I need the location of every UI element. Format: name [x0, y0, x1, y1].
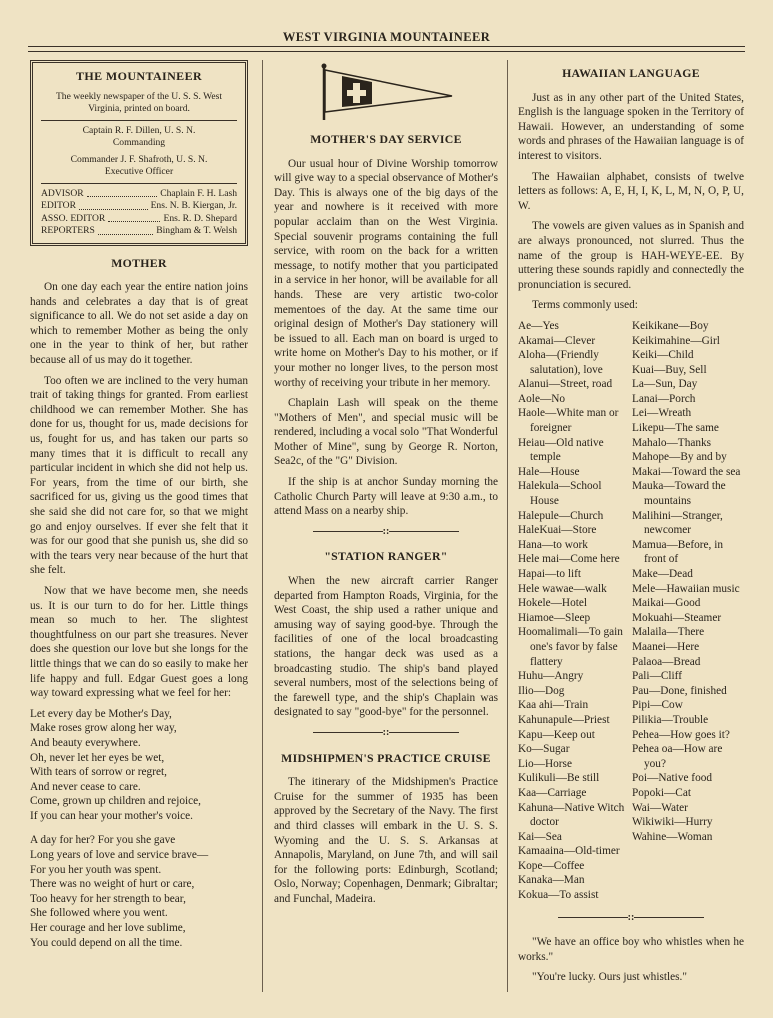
staff-role: REPORTERS: [41, 225, 95, 236]
mother-paragraph: Now that we have become men, she needs us. It is our turn to do for her. Little things mean so much to her. The slightest thoughtfulness on our part she treasures. Never does she question our love but she longs for the little things that we can do so easily to make her life happy and full. Edgar Guest goes a long way toward expressing what we feel for her:: [30, 584, 248, 700]
hawaiian-heading: HAWAIIAN LANGUAGE: [562, 66, 700, 80]
poem-line: And never cease to care.: [30, 780, 141, 793]
glossary-term: Malaila—There: [632, 626, 705, 639]
glossary-term: Kamaaina—Old-timer: [518, 845, 620, 858]
glossary-term: Hale—House: [518, 465, 580, 478]
staff-name: Bingham & T. Welsh: [156, 225, 237, 236]
service-paragraph: Our usual hour of Divine Worship tomorrow will give way to a special observance of Mother's Day. This is always one of the big days of the year and nowhere is it received with more popular acclaim than on the West Virginia. Special souvenir programs containing the full service, with room on the back for a written message, to notify mother that you participated in a service in her honor, will be available for all hands. These are very artistic two-color mementoes of the day. At the same time our original design of Mother's Day stationery will be issued to all. Each man on board is urged to write home on Mother's Day to his mother, or if your mother no longer lives, to the person most worthy of receiving your tribute in her memory.: [274, 157, 498, 389]
glossary-term: Keikimahine—Girl: [632, 334, 720, 347]
glossary-term: Akamai—Clever: [518, 334, 596, 347]
glossary-term: Hele mai—Come here: [518, 553, 620, 566]
glossary-term: Hapai—to lift: [518, 568, 582, 580]
glossary-term: Lio—Horse: [518, 757, 572, 770]
station-ranger-heading: "STATION RANGER": [324, 549, 448, 564]
glossary-term: Kahuna—Native Witch doctor: [518, 801, 625, 829]
glossary-term: Wahine—Woman: [632, 830, 713, 843]
glossary-term: Ko—Sugar: [518, 743, 570, 756]
glossary-term: Ae—Yes: [518, 319, 559, 332]
poem-line: Make roses grow along her way,: [30, 722, 177, 735]
glossary-term: Ilio—Dog: [518, 684, 565, 697]
masthead-box: [30, 60, 248, 246]
staff-name: Chaplain F. H. Lash: [160, 187, 237, 199]
glossary-term: Halekula—School House: [518, 480, 602, 508]
glossary-term: Kaa—Carriage: [518, 786, 587, 799]
joke-line: "You're lucky. Ours just whistles.": [532, 971, 687, 984]
hawaiian-paragraph: The vowels are given values as in Spanish and are always pronounced, not slurred. Thus the name of the group is HAH-WEYE-EE. By uttering these sounds rapidly and connectedly the pronunciation is secured.: [518, 220, 744, 291]
glossary-term: Keiki—Child: [632, 349, 694, 362]
glossary-term: Lanai—Porch: [632, 392, 696, 405]
glossary-term: Kokua—To assist: [518, 889, 599, 902]
church-pennant-icon: [316, 62, 456, 122]
masthead-divider: [41, 183, 237, 184]
glossary-term: Pilikia—Trouble: [632, 713, 709, 726]
glossary-term: Pehea—How goes it?: [632, 728, 730, 741]
poem-line: You could depend on all the time.: [30, 936, 183, 949]
poem-line: With tears of sorrow or regret,: [30, 766, 167, 779]
glossary-term: Mahalo—Thanks: [632, 436, 712, 449]
glossary-term: Kope—Coffee: [518, 859, 585, 872]
ranger-paragraph: When the new aircraft carrier Ranger departed from Hampton Roads, Virginia, for the West Coast, the ship used a rather unique and amusing way of saying good-bye. Through the facilities of one of the local broadcasting stations, the hangar deck was used as a broadcasting studio. The ship's band played several numbers, most of the selections being of the farewell type, and the ship's Chaplain was designated to say "good-bye" for the personnel.: [274, 575, 498, 719]
mothers-day-service-heading: MOTHER'S DAY SERVICE: [310, 132, 462, 146]
staff-role: ADVISOR: [41, 187, 84, 199]
column-divider: [507, 60, 508, 992]
service-paragraph: Chaplain Lash will speak on the theme "Mothers of Men", and special music will be rendered, including a vocal solo "That Wonderful Mother of Mine", sung by George R. Norton, Sea2c, of the "G" Division.: [274, 397, 498, 468]
glossary-term: Maikai—Good: [632, 597, 701, 610]
glossary-term: Kapu—Keep out: [518, 728, 595, 741]
column-right: [518, 60, 744, 991]
glossary-term: Hokele—Hotel: [518, 597, 588, 610]
mother-paragraph: On one day each year the entire nation joins hands and celebrates a day that is of great significance to all. We do not set aside a day on which to remember Mother as being the only one in the year to think of her, but rather because all of us may do it together.: [30, 281, 248, 367]
poem-line: Oh, never let her eyes be wet,: [30, 751, 165, 764]
header-rule-second: [28, 51, 745, 52]
masthead-title: THE MOUNTAINEER: [75, 69, 203, 83]
glossary-term: Wikiwiki—Hurry: [632, 816, 713, 829]
staff-row: [41, 225, 237, 238]
poem-line: Long years of love and service brave—: [30, 849, 209, 862]
glossary-term: Pali—Cliff: [632, 670, 683, 683]
glossary-term: Kulikuli—Be still: [518, 772, 600, 785]
glossary-term: La—Sun, Day: [632, 378, 698, 391]
glossary-term: Popoki—Cat: [632, 786, 691, 799]
poem-stanza-2: [30, 833, 248, 950]
section-separator: ::: [518, 911, 744, 926]
glossary-term: Mauka—Toward the mountains: [632, 480, 726, 508]
glossary-term: Mamua—Before, in front of: [632, 538, 723, 566]
midshipmen-paragraph: The itinerary of the Midshipmen's Practice Cruise for the summer of 1935 has been approved by the Secretary of the Navy. The first and third classes will embark in the U. S. S. Wyoming and the U. S. S. Arkansas at Annapolis, Maryland, on June 7th, and will sail for the following ports: Edinburgh, Scotland; Oslo, Norway; Copenhagen, Denmark; Gibraltar; and Funchal, Madeira.: [274, 776, 498, 905]
captain-name: Captain R. F. Dillen, U. S. N.: [82, 124, 196, 136]
joke-line: "We have an office boy who whistles when he works.": [518, 936, 744, 963]
glossary-term: Heiau—Old native temple: [518, 436, 604, 464]
poem-line: Come, grown up children and rejoice,: [30, 795, 201, 808]
glossary-term: Halepule—Church: [518, 509, 604, 522]
column-left: [30, 60, 248, 960]
poem-stanza-1: [30, 707, 248, 824]
staff-row: [41, 200, 237, 213]
poem-line: If you can hear your mother's voice.: [30, 809, 193, 822]
masthead-divider: [41, 120, 237, 121]
glossary-term: Mahope—By and by: [632, 451, 727, 464]
running-head: WEST VIRGINIA MOUNTAINEER: [282, 30, 491, 44]
captain-role: Commanding: [112, 137, 166, 148]
hawaiian-paragraph: The Hawaiian alphabet, consists of twelve letters as follows: A, E, H, I, K, L, M, N, O, P, U, W.: [518, 170, 744, 212]
terms-list-left: [518, 319, 630, 903]
glossary-term: Palaoa—Bread: [632, 655, 701, 668]
poem-line: She followed where you went.: [30, 907, 168, 920]
glossary-term: Kahunapule—Priest: [518, 713, 610, 726]
glossary-term: Kanaka—Man: [518, 874, 585, 887]
poem-line: There was no weight of hurt or care,: [30, 878, 195, 891]
staff-role: EDITOR: [41, 200, 76, 211]
glossary-term: Hana—to work: [518, 538, 588, 551]
glossary-term: Hiamoe—Sleep: [518, 611, 591, 624]
section-separator: ::: [274, 525, 498, 540]
glossary-term: Maanei—Here: [632, 640, 700, 653]
terms-list-right: [632, 319, 744, 903]
glossary-term: Hele wawae—walk: [518, 582, 607, 595]
staff-role: ASSO. EDITOR: [41, 212, 106, 224]
glossary-term: Poi—Native food: [632, 772, 713, 785]
poem-line: For you her youth was spent.: [30, 863, 162, 876]
poem-line: Let every day be Mother's Day,: [30, 707, 172, 720]
masthead-tagline: The weekly newspaper of the U. S. S. West Virginia, printed on board.: [55, 90, 223, 114]
column-divider: [262, 60, 263, 992]
commander-name: Commander J. F. Shafroth, U. S. N.: [70, 153, 208, 165]
glossary-term: Huhu—Angry: [518, 670, 584, 683]
service-paragraph: If the ship is at anchor Sunday morning the Catholic Church Party will leave at 9:30 a.m., to attend Mass on a nearby ship.: [274, 476, 498, 518]
terms-label: Terms commonly used:: [532, 299, 638, 312]
glossary-term: Hoomalimali—To gain one's favor by false flattery: [518, 626, 623, 668]
glossary-term: Pipi—Cow: [632, 699, 683, 712]
midshipmen-heading: MIDSHIPMEN'S PRACTICE CRUISE: [281, 750, 491, 765]
poem-line: Too heavy for her strength to bear,: [30, 892, 186, 905]
glossary-term: Kuai—Buy, Sell: [632, 363, 707, 376]
glossary-term: Wai—Water: [632, 801, 688, 814]
glossary-term: Likepu—The same: [632, 422, 719, 435]
glossary-term: HaleKuai—Store: [518, 524, 597, 537]
poem-line: And beauty everywhere.: [30, 736, 141, 749]
glossary-term: Keikikane—Boy: [632, 319, 709, 332]
staff-name: Ens. R. D. Shepard: [163, 212, 237, 224]
glossary-term: Pehea oa—How are you?: [632, 743, 723, 770]
header-rule: [28, 46, 745, 47]
section-separator: ::: [274, 726, 498, 741]
glossary-term: Mokuahi—Steamer: [632, 611, 722, 624]
glossary-term: Kaa ahi—Train: [518, 699, 589, 712]
glossary-term: Malihini—Stranger, newcomer: [632, 509, 723, 537]
staff-row: [41, 188, 237, 201]
terms-glossary: [518, 319, 744, 903]
staff-name: Ens. N. B. Kiergan, Jr.: [150, 200, 237, 211]
commander-role: Executive Officer: [104, 166, 174, 177]
mother-paragraph: Too often we are inclined to the very human trait of taking things for granted. From earliest childhood we can remember Mother. She has done for us, thought for us, made decisions for us, fought for us, and has taken our parts so many times that it is difficult to recall any particular incident in which she did not help us. For years, from the time of our birth, she sacrificed for us, giving us the good times that she said she did not care for, so that we might go and enjoy ourselves. If ever she felt that it was for our good that she punish us, she did so with the tears very near because of the hurt that she felt.: [30, 374, 248, 577]
mother-heading: MOTHER: [111, 255, 167, 270]
poem-line: Her courage and her love sublime,: [30, 922, 186, 935]
poem-line: A day for her? For you she gave: [30, 834, 176, 847]
glossary-term: Aloha—(Friendly salutation), love: [518, 349, 603, 376]
column-middle: [274, 60, 498, 913]
glossary-term: Kai—Sea: [518, 830, 562, 843]
staff-list: [41, 188, 237, 238]
glossary-term: Make—Dead: [632, 568, 693, 580]
glossary-term: Lei—Wreath: [632, 407, 692, 420]
hawaiian-paragraph: Just as in any other part of the United States, English is the language spoken in the Territory of Hawaii. However, an understanding of some words and phrases of the Hawaiian language is of interest to visitors.: [518, 91, 744, 162]
glossary-term: Aole—No: [518, 392, 566, 405]
glossary-term: Mele—Hawaiian music: [632, 582, 740, 595]
glossary-term: Pau—Done, finished: [632, 684, 727, 697]
glossary-term: Makai—Toward the sea: [632, 465, 741, 478]
staff-row: [41, 213, 237, 226]
glossary-term: Haole—White man or foreigner: [518, 407, 619, 435]
glossary-term: Alanui—Street, road: [518, 378, 613, 391]
